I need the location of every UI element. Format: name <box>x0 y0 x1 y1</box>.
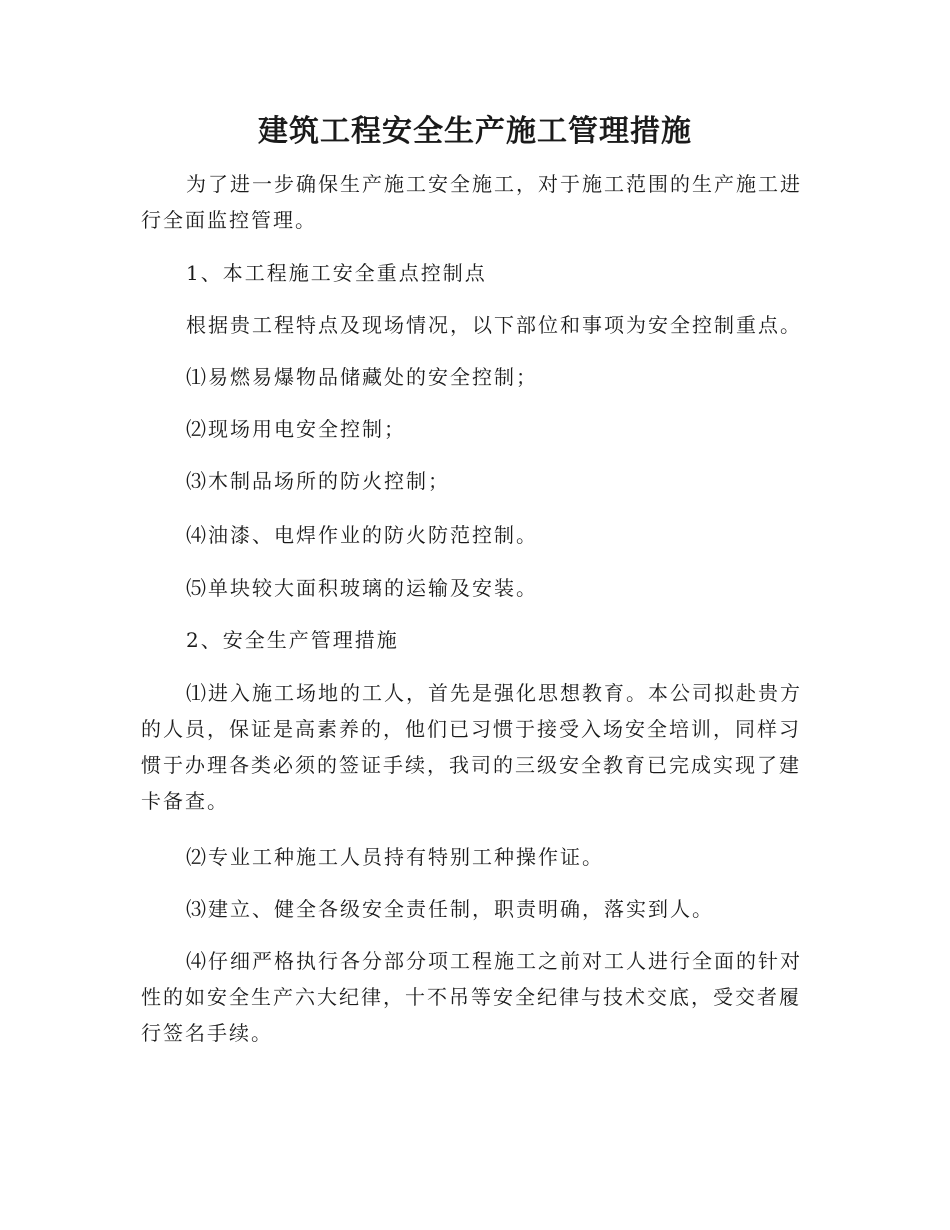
list-item-1: ⑴易燃易爆物品储藏处的安全控制； <box>186 365 538 389</box>
paragraph-intro: 为了进一步确保生产施工安全施工，对于施工范围的生产施工进行全面监控管理。 <box>141 172 802 232</box>
document-title: 建筑工程安全生产施工管理措施 <box>258 114 692 149</box>
section-heading-2: 2、安全生产管理措施 <box>186 628 399 652</box>
measure-item-3: ⑶建立、健全各级安全责任制，职责明确，落实到人。 <box>186 897 714 921</box>
list-item-5: ⑸单块较大面积玻璃的运输及安装。 <box>186 576 538 600</box>
measure-item-4: ⑷仔细严格执行各分部分项工程施工之前对工人进行全面的针对性的如安全生产六大纪律，十不吊等安全纪律与技术交底，受交者履行签名手续。 <box>141 949 802 1045</box>
measure-item-1: ⑴进入施工场地的工人，首先是强化思想教育。本公司拟赴贵方的人员，保证是高素养的，他们已习惯于接受入场安全培训，同样习惯于办理各类必须的签证手续，我司的三级安全教育已完成实现了建卡备查。 <box>141 681 802 813</box>
list-item-3: ⑶木制品场所的防火控制； <box>186 469 450 493</box>
list-item-2: ⑵现场用电安全控制； <box>186 417 406 441</box>
section-heading-1: 1、本工程施工安全重点控制点 <box>186 261 487 285</box>
list-item-4: ⑷油漆、电焊作业的防火防范控制。 <box>186 523 538 547</box>
measure-item-2: ⑵专业工种施工人员持有特别工种操作证。 <box>186 845 604 869</box>
paragraph-control-points: 根据贵工程特点及现场情况，以下部位和事项为安全控制重点。 <box>186 313 802 337</box>
